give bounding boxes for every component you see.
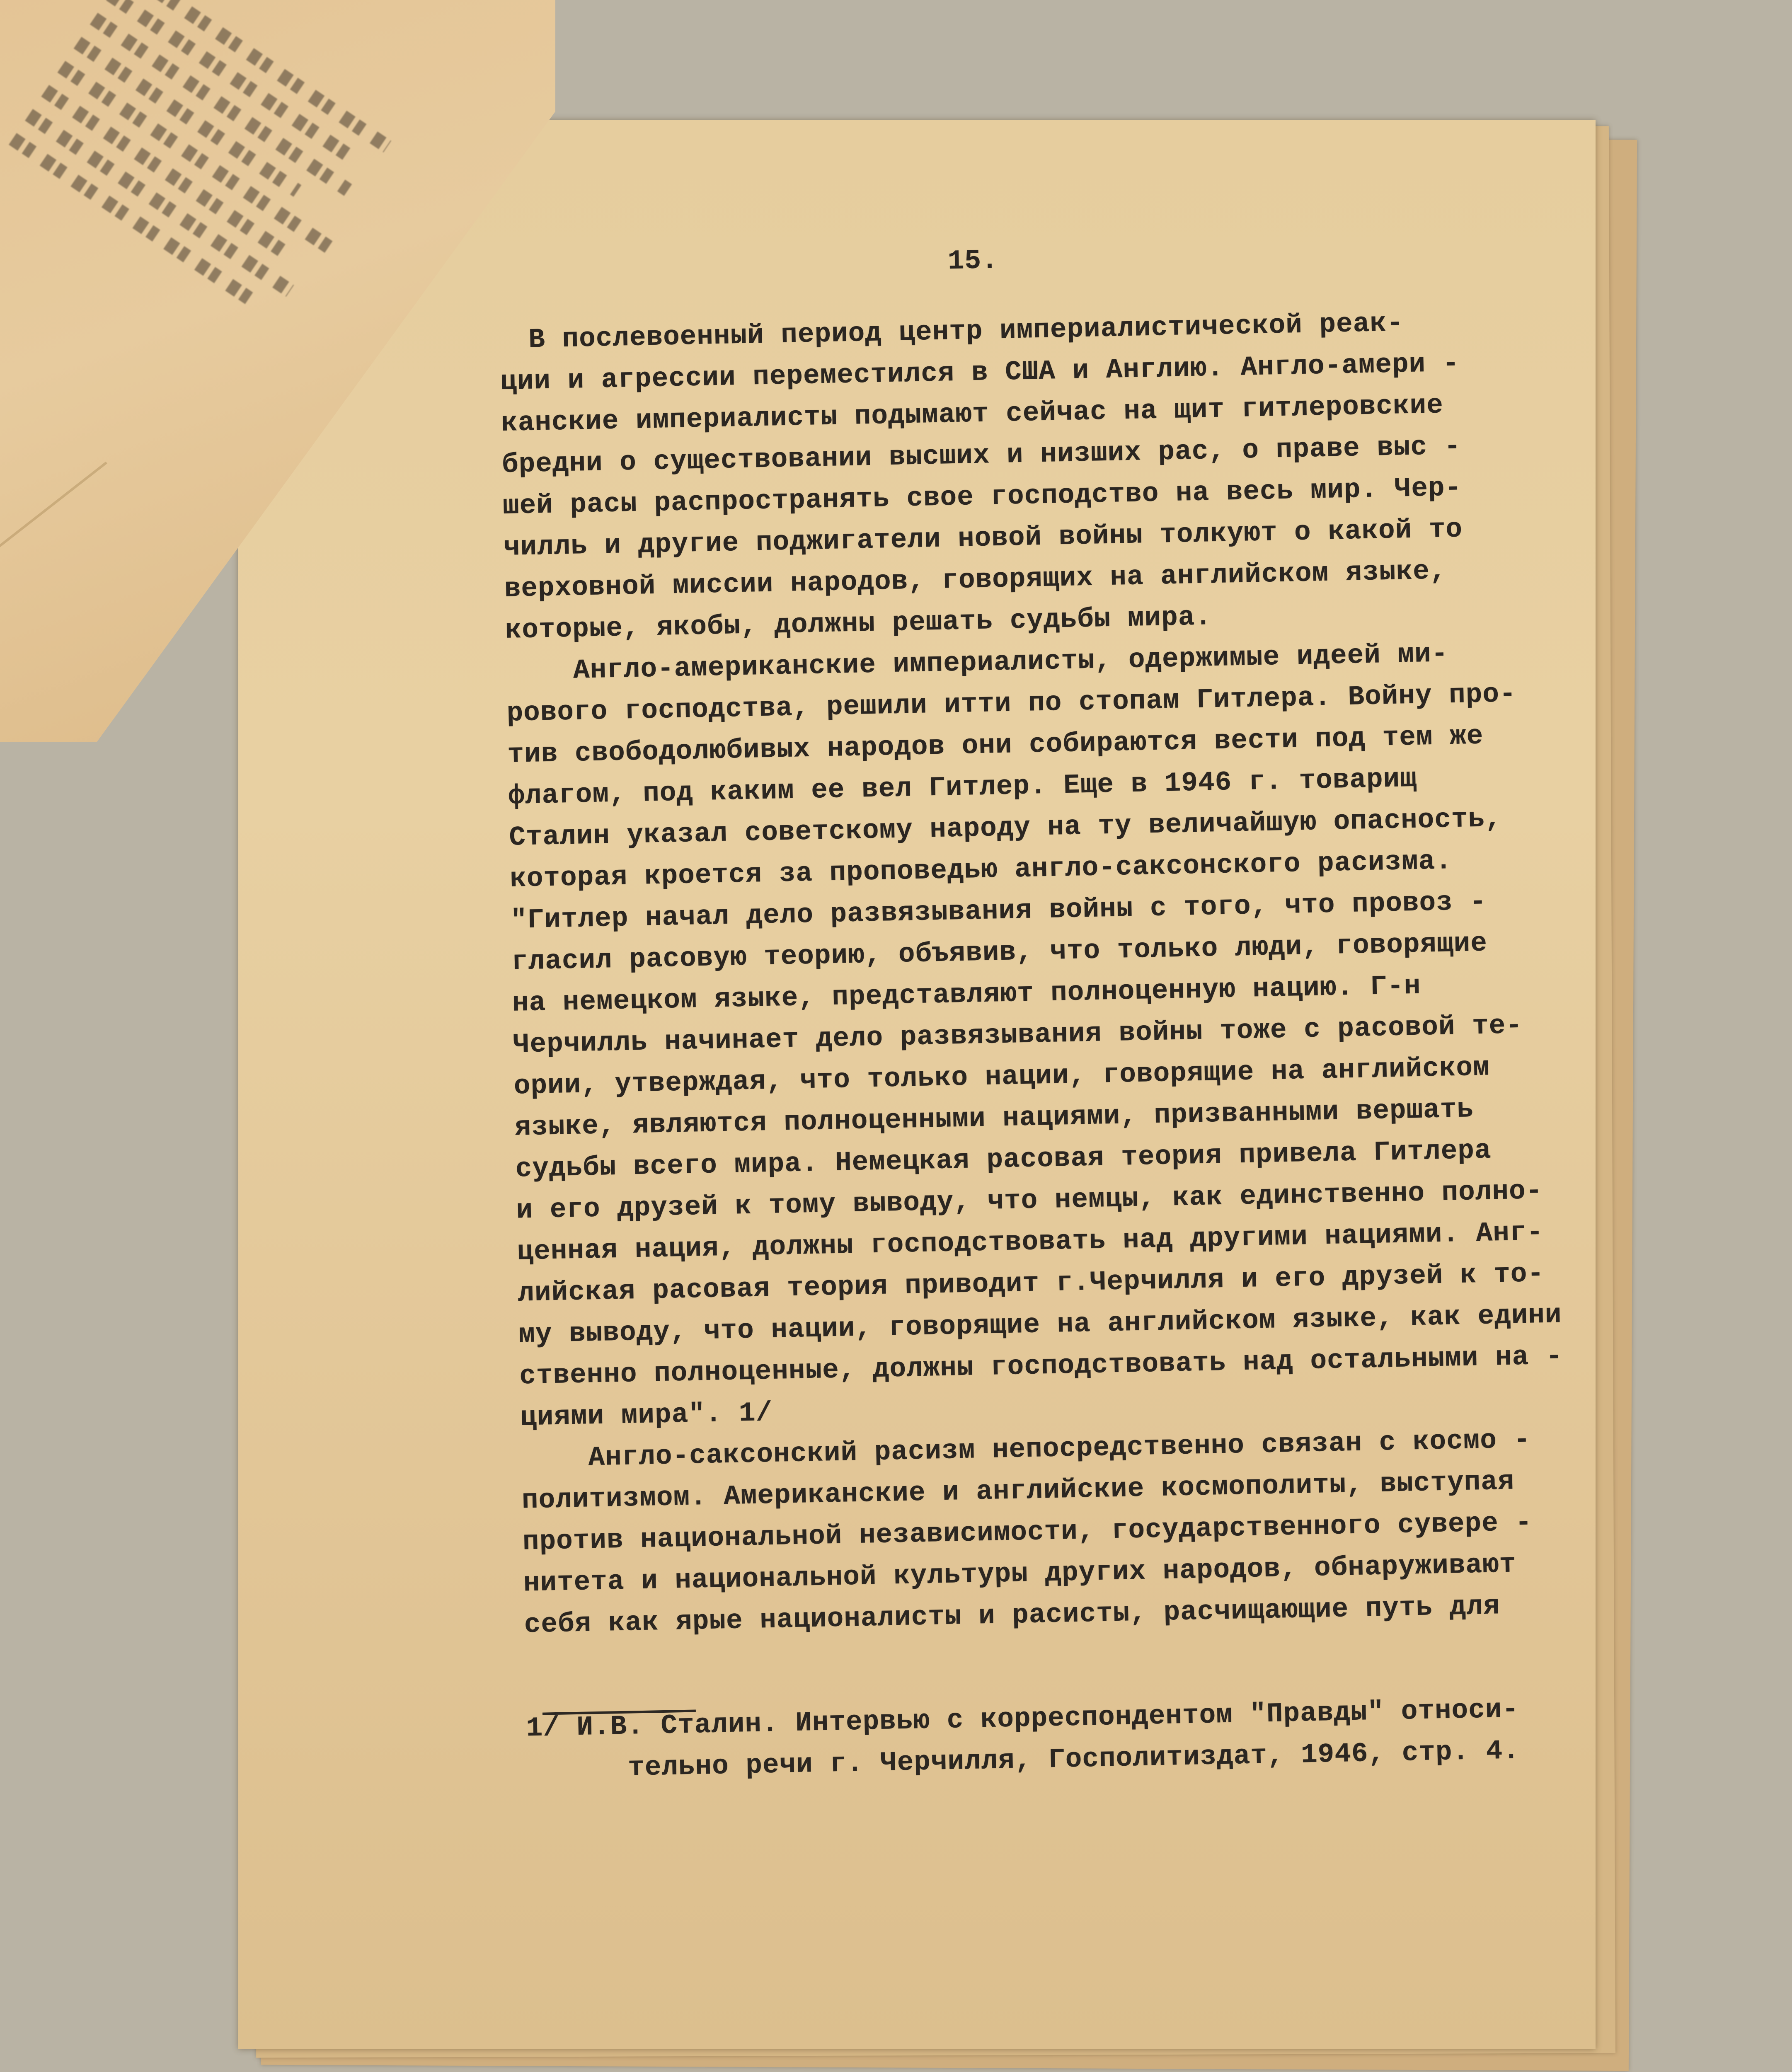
text-line: шей расы распространять свое господство на весь мир. Чер- — [502, 472, 1462, 522]
text-line: "Гитлер начал дело развязывания войны с того, что провоз - — [510, 886, 1487, 936]
text-line: рового господства, решили итти по стопам Гитлера. Войну про- — [506, 678, 1517, 729]
text-line: ственно полноценные, должны господствовать над остальными на - — [519, 1341, 1563, 1392]
text-line: гласил расовую теорию, объявив, что только люди, говорящие — [511, 927, 1488, 978]
text-line: тив свободолюбивых народов они собираются вести под тем же — [507, 720, 1484, 770]
text-line: чилль и другие поджигатели новой войны толкуют о какой то — [503, 513, 1463, 563]
text-line: против национальной независимости, государственного сувере - — [522, 1507, 1533, 1558]
text-line: Англо-американские империалисты, одержимые идеей ми- — [505, 638, 1448, 687]
text-line: ории, утверждая, что только нации, говорящие на английском — [513, 1052, 1490, 1102]
typewritten-page — [238, 120, 1596, 2049]
page-number: 15. — [947, 244, 999, 277]
footnote-line: тельно речи г. Черчилля, Госполитиздат, 1946, стр. 4. — [526, 1735, 1520, 1786]
text-line: которые, якобы, должны решать судьбы мира. — [505, 601, 1212, 646]
text-line: флагом, под каким ее вел Гитлер. Еще в 1946 г. товарищ — [508, 763, 1417, 812]
text-line: лийская расовая теория приводит г.Черчилля и его друзей к то- — [517, 1258, 1545, 1309]
text-line: Черчилль начинает дело развязывания войны тоже с расовой те- — [513, 1009, 1523, 1060]
text-line: ции и агрессии переместился в США и Англию. Англо-амери - — [500, 348, 1460, 397]
text-line: Сталин указал советскому народу на ту величайшую опасность, — [509, 803, 1502, 853]
text-line: му выводу, что нации, говорящие на английском языке, как едини — [518, 1299, 1562, 1351]
text-line: верховной миссии народов, говорящих на английском языке, — [504, 555, 1447, 605]
text-line: на немецком языке, представляют полноценную нацию. Г-н — [512, 970, 1421, 1019]
sheet-edge-shadow — [0, 462, 107, 566]
text-line: политизмом. Американские и английские космополиты, выступая — [521, 1466, 1515, 1516]
text-line: ценная нация, должны господствовать над другими нациями. Анг- — [516, 1217, 1544, 1268]
text-line: которая кроется за проповедью англо-саксонского расизма. — [509, 845, 1453, 895]
text-line: судьбы всего мира. Немецкая расовая теория привела Гитлера — [515, 1135, 1492, 1185]
text-line: и его друзей к тому выводу, что немцы, как единственно полно- — [516, 1175, 1543, 1226]
footnote-line: 1/ И.В. Сталин. Интервью с корреспондентом "Правды" относи- — [525, 1694, 1519, 1744]
text-line: Англо-саксонский расизм непосредственно связан с космо - — [521, 1424, 1531, 1475]
text-line: В послевоенный период центр империалистической реак- — [528, 307, 1404, 356]
text-line: циями мира". 1/ — [520, 1397, 773, 1433]
text-line: языке, являются полноценными нациями, призванными вершать — [514, 1094, 1474, 1143]
text-line: себя как ярые националисты и расисты, расчищающие путь для — [524, 1590, 1501, 1641]
text-line: бредни о существовании высших и низших рас, о праве выс - — [501, 431, 1461, 480]
page-content — [220, 107, 1614, 2062]
text-line: нитета и национальной культуры других народов, обнаруживают — [523, 1549, 1516, 1599]
text-line: канские империалисты подымают сейчас на щит гитлеровские — [501, 390, 1444, 439]
